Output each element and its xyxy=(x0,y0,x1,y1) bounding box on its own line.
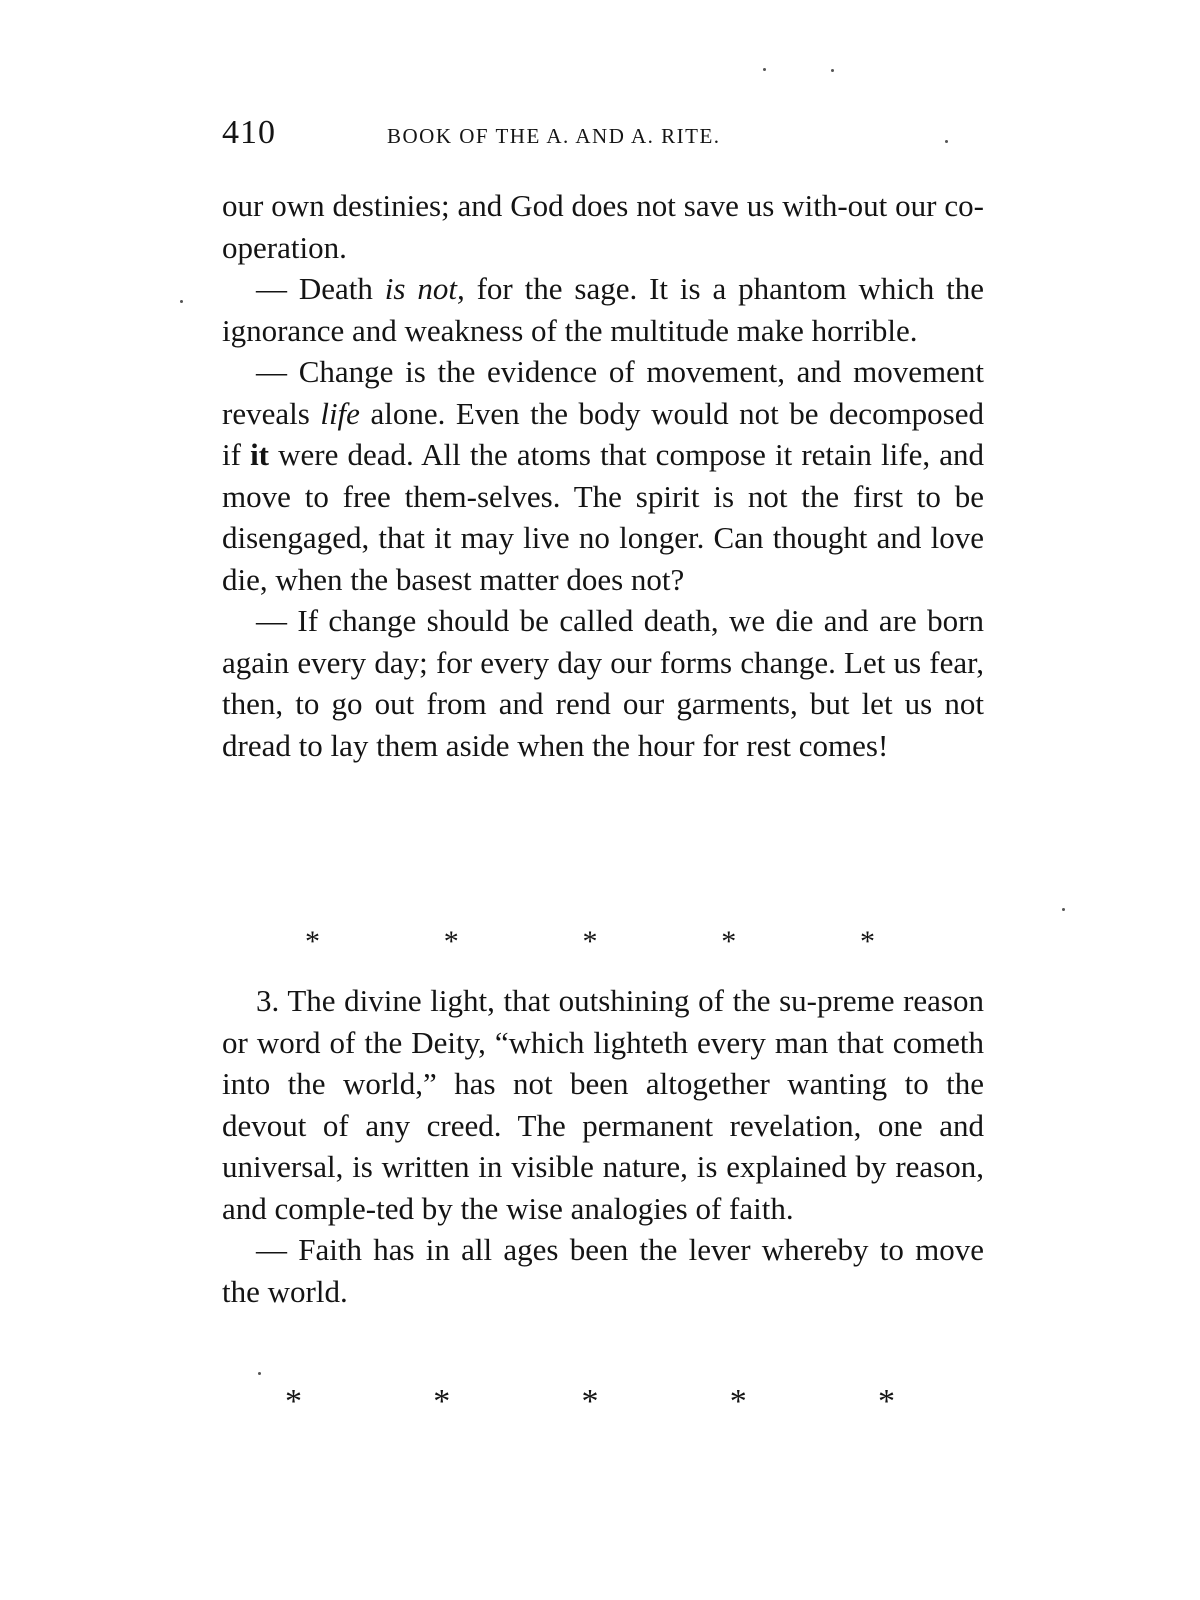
text-run: — Faith has in all ages been the lever whereby to move the world. xyxy=(222,1232,984,1309)
text-block-bottom xyxy=(222,980,984,1312)
text-run: for the sage. It is a phantom which the ignorance and weakness of the multitude make horrible. xyxy=(222,271,984,348)
paragraph xyxy=(222,268,984,351)
scan-speck xyxy=(945,140,948,143)
page-number: 410 xyxy=(222,114,276,151)
text-block-top xyxy=(222,185,984,766)
asterisk: * xyxy=(443,925,459,958)
paragraph xyxy=(222,980,984,1229)
asterisk: * xyxy=(305,925,320,958)
text-run: is not, xyxy=(384,271,465,306)
text-run: our own destinies; and God does not save us with-out our co-operation. xyxy=(222,188,984,265)
scan-speck xyxy=(1062,908,1065,911)
asterisk: * xyxy=(433,1383,451,1420)
asterisk: * xyxy=(721,925,737,958)
page-header xyxy=(222,114,984,158)
text-run: life xyxy=(320,395,360,431)
paragraph xyxy=(222,600,984,766)
paragraph xyxy=(222,351,984,600)
text-run: — If change should be called death, we die and are born again every day; for every day our forms change. Let us fear, then, to go out from and rend our garments, but let us not dread to lay them aside when the hour for rest comes! xyxy=(222,603,984,763)
scan-speck xyxy=(258,1372,261,1375)
asterisk: * xyxy=(860,925,875,958)
paragraph xyxy=(222,185,984,268)
text-run: — Change is the evidence of movement, and movement reveals xyxy=(222,354,984,431)
text-run: were dead. All the atoms that compose it retain life, and move to free them-selves. The spirit is not the first to be disengaged, that it may live no longer. Can thought and love die, when the basest matter does not? xyxy=(222,437,984,597)
text-run: alone. Even the body would not be decomposed if xyxy=(222,395,985,472)
paragraph xyxy=(222,1229,984,1312)
running-title: BOOK OF THE A. AND A. RITE. xyxy=(387,124,721,148)
asterisk: * xyxy=(582,925,598,958)
scan-speck xyxy=(180,300,183,303)
text-run: 3. The divine light, that outshining of the su-preme reason or word of the Deity, “which lighteth every man that cometh into the world,” has not been altogether wanting to the devout of any creed. The permanent revelation, one and universal, is written in visible nature, is explained by reason, and comple-ted by the wise analogies of faith. xyxy=(222,983,984,1226)
text-run: — Death xyxy=(256,271,385,306)
asterisk: * xyxy=(878,1383,895,1420)
section-separator xyxy=(285,1383,895,1421)
scan-speck xyxy=(763,68,766,71)
text-run: it xyxy=(250,437,269,472)
asterisk: * xyxy=(285,1383,302,1420)
asterisk: * xyxy=(729,1383,747,1420)
scan-speck xyxy=(831,69,834,72)
asterisk: * xyxy=(581,1383,599,1420)
section-separator xyxy=(305,925,875,959)
